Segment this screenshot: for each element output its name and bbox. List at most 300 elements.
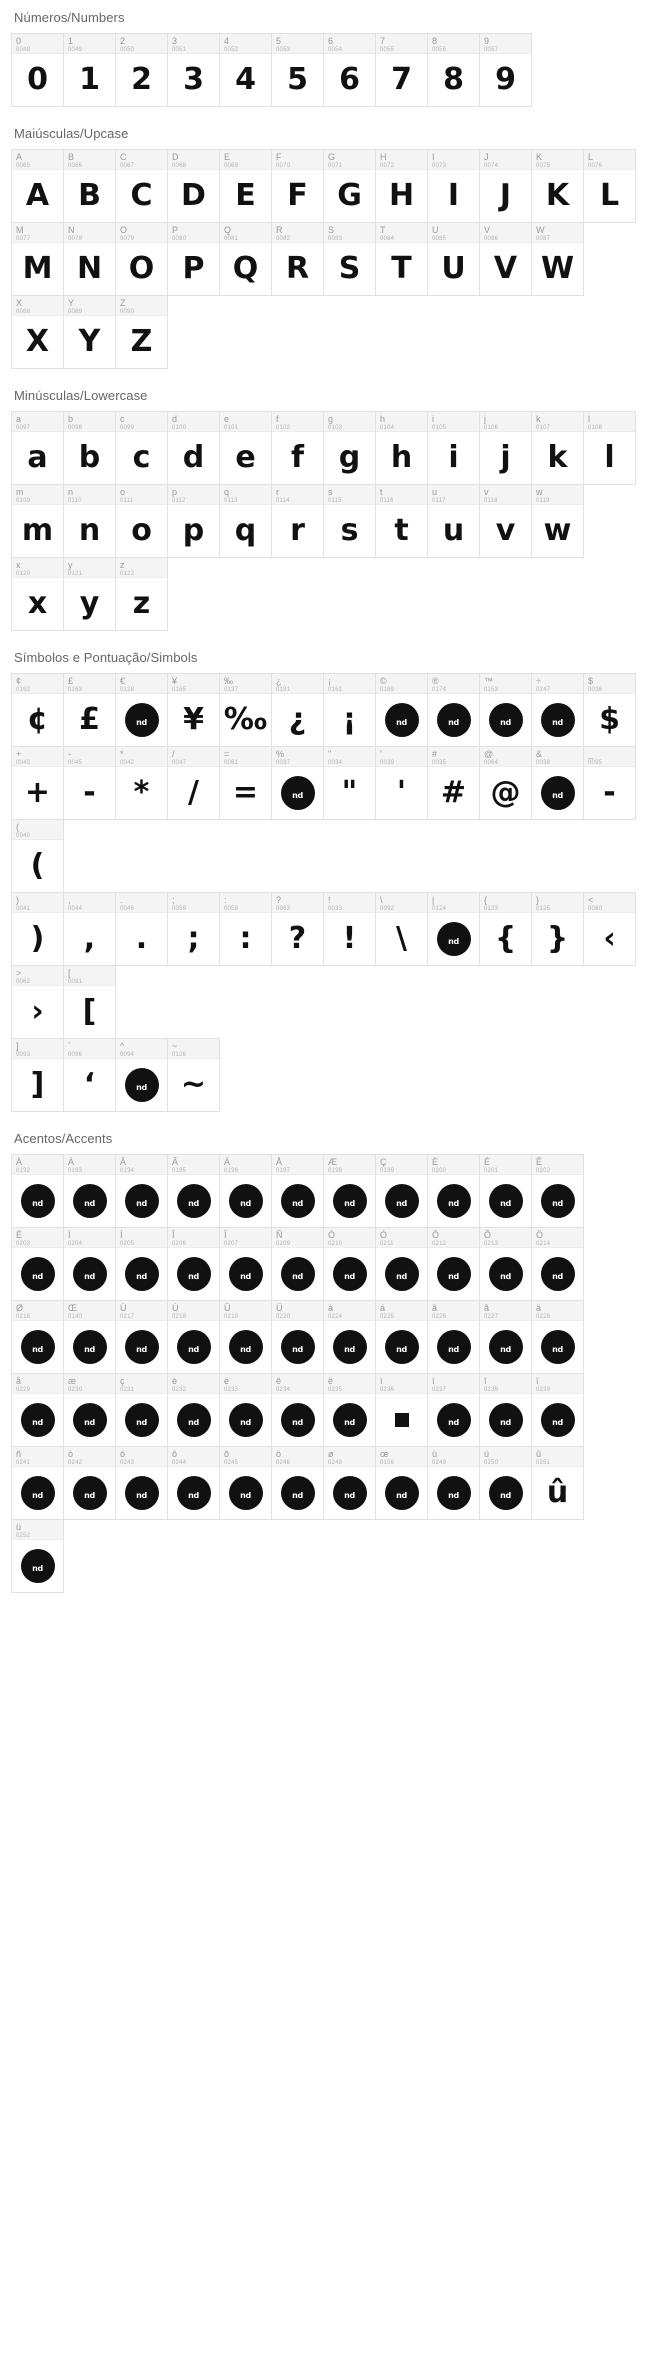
glyph-cell[interactable] [427, 222, 480, 296]
glyph-cell[interactable] [479, 1227, 532, 1301]
glyph-preview: 9 [495, 62, 516, 97]
glyph-cell[interactable] [63, 484, 116, 558]
glyph-code-label: 0212 [432, 1241, 447, 1247]
glyph-char-label: Á [68, 1157, 75, 1167]
glyph-char-label: j [484, 414, 486, 424]
glyph-cell[interactable] [479, 411, 532, 485]
glyph-cell[interactable] [115, 1227, 168, 1301]
glyph-notdef-icon [428, 694, 479, 746]
glyph-cell[interactable] [375, 1446, 428, 1520]
glyph-cell[interactable] [531, 1154, 584, 1228]
glyph-cell[interactable] [167, 673, 220, 747]
glyph-cell[interactable] [375, 411, 428, 485]
glyph-cell[interactable] [219, 1227, 272, 1301]
glyph-cell[interactable] [583, 149, 636, 223]
glyph-cell[interactable] [167, 1446, 220, 1520]
glyph-char-label: @ [484, 749, 494, 759]
glyph-char-label: ö [276, 1449, 282, 1459]
glyph-meta [12, 558, 63, 578]
glyph-cell[interactable] [479, 1446, 532, 1520]
glyph-cell[interactable] [11, 965, 64, 1039]
glyph-char-label: Â [120, 1157, 127, 1167]
glyph-code-label: 0163 [68, 687, 83, 693]
glyph-cell[interactable] [323, 222, 376, 296]
glyph-cell[interactable] [11, 295, 64, 369]
glyph-code-label: 0068 [172, 163, 187, 169]
glyph-cell[interactable] [11, 149, 64, 223]
glyph-cell[interactable] [375, 33, 428, 107]
glyph-meta [168, 1301, 219, 1321]
glyph-meta [64, 34, 115, 54]
glyph-meta [272, 747, 323, 767]
glyph-cell[interactable] [115, 557, 168, 631]
glyph-cell[interactable] [115, 1373, 168, 1447]
glyph-cell[interactable] [219, 222, 272, 296]
glyph-code-label: 0120 [16, 571, 31, 577]
glyph-cell[interactable] [427, 1227, 480, 1301]
glyph-char-label: ó [120, 1449, 126, 1459]
glyph-cell[interactable] [167, 1227, 220, 1301]
glyph-cell[interactable] [115, 1446, 168, 1520]
glyph-cell[interactable] [167, 411, 220, 485]
glyph-code-label: 0064 [484, 760, 499, 766]
glyph-preview: F [287, 178, 308, 213]
glyph-cell[interactable] [427, 1373, 480, 1447]
glyph-code-label: 0248 [328, 1460, 343, 1466]
glyph-code-label: 0045 [68, 760, 83, 766]
glyph-cell[interactable] [11, 411, 64, 485]
glyph-preview: 1 [79, 62, 100, 97]
glyph-cell[interactable] [375, 1227, 428, 1301]
glyph-cell[interactable] [11, 33, 64, 107]
glyph-code-label: 0198 [328, 1168, 343, 1174]
glyph-code-label: 0046 [120, 906, 135, 912]
glyph-char-label: ô [172, 1449, 178, 1459]
glyph-cell[interactable] [63, 557, 116, 631]
glyph-notdef-icon [376, 1175, 427, 1227]
glyph-cell[interactable] [531, 411, 584, 485]
glyph-cell[interactable] [323, 411, 376, 485]
glyph-char-label: Ü [276, 1303, 283, 1313]
glyph-meta [324, 674, 375, 694]
glyph-meta [116, 1155, 167, 1175]
glyph-cell[interactable] [583, 746, 636, 820]
glyph-row [11, 295, 651, 368]
glyph-preview: K [545, 178, 570, 213]
glyph-cell[interactable] [167, 1373, 220, 1447]
glyph-char-label: ¢ [16, 676, 22, 686]
glyph-cell[interactable] [323, 33, 376, 107]
glyph-char-label: " [328, 749, 332, 759]
glyph-cell[interactable] [531, 892, 584, 966]
glyph-cell[interactable] [479, 1373, 532, 1447]
glyph-cell[interactable] [63, 673, 116, 747]
glyph-char-label: v [484, 487, 489, 497]
glyph-char-label: h [380, 414, 386, 424]
glyph-preview: ¢ [27, 702, 48, 737]
glyph-code-label: 0074 [484, 163, 499, 169]
glyph-cell[interactable] [167, 222, 220, 296]
glyph-notdef-icon [116, 694, 167, 746]
glyph-cell[interactable] [427, 484, 480, 558]
glyph-cell[interactable] [219, 411, 272, 485]
glyph-cell[interactable] [11, 1446, 64, 1520]
glyph-preview: + [24, 775, 51, 810]
glyph-cell[interactable] [167, 1154, 220, 1228]
glyph-cell[interactable] [583, 892, 636, 966]
glyph-cell[interactable] [167, 484, 220, 558]
glyph-cell[interactable] [63, 965, 116, 1039]
glyph-char-label: ; [172, 895, 175, 905]
glyph-char-label: { [484, 895, 488, 905]
glyph-cell[interactable] [531, 746, 584, 820]
glyph-char-label: N [68, 225, 75, 235]
glyph-cell[interactable] [115, 1154, 168, 1228]
glyph-char-label: î [484, 1376, 487, 1386]
glyph-cell[interactable] [167, 149, 220, 223]
glyph-row [11, 1373, 651, 1446]
glyph-code-label: 0050 [120, 47, 135, 53]
glyph-cell[interactable] [219, 746, 272, 820]
glyph-char-label: Ã [172, 1157, 179, 1167]
glyph-code-label: 0169 [380, 687, 395, 693]
glyph-preview: m [21, 513, 54, 548]
glyph-char-label: a [16, 414, 22, 424]
glyph-char-label: U [432, 225, 439, 235]
glyph-cell[interactable] [271, 1154, 324, 1228]
glyph-cell[interactable] [11, 1154, 64, 1228]
glyph-meta [64, 296, 115, 316]
glyph-cell[interactable] [115, 222, 168, 296]
glyph-cell[interactable] [323, 1446, 376, 1520]
glyph-cell[interactable] [323, 484, 376, 558]
glyph-preview: £ [79, 702, 100, 737]
glyph-cell[interactable] [167, 33, 220, 107]
glyph-notdef-icon [428, 913, 479, 965]
glyph-cell[interactable] [167, 892, 220, 966]
glyph-cell[interactable] [271, 892, 324, 966]
glyph-code-label: 0216 [16, 1314, 31, 1320]
glyph-cell[interactable] [271, 673, 324, 747]
glyph-meta [220, 412, 271, 432]
glyph-cell[interactable] [63, 1300, 116, 1374]
glyph-cell[interactable] [219, 1373, 272, 1447]
glyph-code-label: 0156 [380, 1460, 395, 1466]
glyph-cell[interactable] [479, 673, 532, 747]
glyph-cell[interactable] [115, 746, 168, 820]
glyph-code-label: 0232 [172, 1387, 187, 1393]
glyph-char-label: ® [432, 676, 439, 686]
glyph-cell[interactable] [427, 411, 480, 485]
glyph-cell[interactable] [375, 1154, 428, 1228]
glyph-cell[interactable] [531, 1373, 584, 1447]
glyph-meta [12, 1155, 63, 1175]
glyph-cell[interactable] [271, 33, 324, 107]
glyph-cell[interactable] [375, 892, 428, 966]
glyph-cell[interactable] [115, 295, 168, 369]
glyph-cell[interactable] [219, 149, 272, 223]
glyph-meta [64, 412, 115, 432]
glyph-code-label: 0100 [172, 425, 187, 431]
glyph-meta [376, 34, 427, 54]
glyph-preview: y [79, 586, 100, 621]
glyph-cell[interactable] [63, 1154, 116, 1228]
glyph-cell[interactable] [11, 484, 64, 558]
glyph-preview: f [290, 440, 305, 475]
glyph-meta [480, 747, 531, 767]
glyph-cell[interactable] [427, 1446, 480, 1520]
glyph-cell[interactable] [323, 1227, 376, 1301]
glyph-cell[interactable] [63, 1038, 116, 1112]
glyph-notdef-icon [324, 1467, 375, 1519]
glyph-cell[interactable] [115, 411, 168, 485]
glyph-meta [324, 1155, 375, 1175]
glyph-cell[interactable] [479, 1300, 532, 1374]
glyph-cell[interactable] [271, 222, 324, 296]
glyph-cell[interactable] [219, 1446, 272, 1520]
glyph-notdef-icon [12, 1175, 63, 1227]
glyph-cell[interactable] [11, 1300, 64, 1374]
glyph-cell[interactable] [531, 1446, 584, 1520]
glyph-code-label: 0071 [328, 163, 343, 169]
glyph-char-label: ! [328, 895, 331, 905]
glyph-cell[interactable] [63, 295, 116, 369]
glyph-code-label: 0058 [224, 906, 239, 912]
glyph-char-label: u [432, 487, 438, 497]
glyph-cell[interactable] [115, 484, 168, 558]
glyph-code-label: 0225 [380, 1314, 395, 1320]
glyph-cell[interactable] [427, 1154, 480, 1228]
section-title: Maiúsculas/Upcase [14, 126, 129, 141]
glyph-cell[interactable] [11, 1227, 64, 1301]
glyph-char-label: 5 [276, 36, 282, 46]
glyph-cell[interactable] [271, 1446, 324, 1520]
glyph-cell[interactable] [63, 892, 116, 966]
glyph-preview: @ [490, 775, 521, 810]
glyph-cell[interactable] [63, 411, 116, 485]
glyph-char-label: g [328, 414, 334, 424]
glyph-meta [116, 1447, 167, 1467]
glyph-code-label: 0038 [536, 760, 551, 766]
glyph-char-label: Ë [16, 1230, 23, 1240]
glyph-code-label: 0246 [276, 1460, 291, 1466]
glyph-cell[interactable] [115, 33, 168, 107]
glyph-cell[interactable] [323, 746, 376, 820]
glyph-code-label: 0227 [484, 1314, 499, 1320]
glyph-code-label: 0053 [276, 47, 291, 53]
glyph-cell[interactable] [219, 1154, 272, 1228]
glyph-cell[interactable] [63, 1446, 116, 1520]
glyph-char-label: 8 [432, 36, 438, 46]
glyph-char-label: } [536, 895, 540, 905]
glyph-notdef-icon [428, 1248, 479, 1300]
glyph-cell[interactable] [479, 33, 532, 107]
glyph-preview: 3 [183, 62, 204, 97]
glyph-char-label: Ï [224, 1230, 227, 1240]
glyph-char-label: ñ [16, 1449, 22, 1459]
glyph-cell[interactable] [323, 892, 376, 966]
glyph-cell[interactable] [167, 1038, 220, 1112]
glyph-cell[interactable] [375, 746, 428, 820]
glyph-cell[interactable] [115, 1038, 168, 1112]
glyph-cell[interactable] [323, 149, 376, 223]
glyph-preview: A [25, 178, 50, 213]
glyph-notdef-icon [12, 1394, 63, 1446]
glyph-cell[interactable] [219, 1300, 272, 1374]
glyph-char-label: Ó [380, 1230, 388, 1240]
glyph-meta [532, 1447, 583, 1467]
glyph-cell[interactable] [323, 1373, 376, 1447]
glyph-cell[interactable] [427, 892, 480, 966]
glyph-cell[interactable] [63, 746, 116, 820]
glyph-cell[interactable] [63, 33, 116, 107]
glyph-cell[interactable] [271, 746, 324, 820]
glyph-char-label: k [536, 414, 541, 424]
glyph-cell[interactable] [427, 1300, 480, 1374]
glyph-meta [64, 558, 115, 578]
glyph-cell[interactable] [11, 222, 64, 296]
glyph-cell[interactable] [219, 484, 272, 558]
glyph-cell[interactable] [63, 1373, 116, 1447]
glyph-cell[interactable] [271, 149, 324, 223]
glyph-preview [376, 1394, 427, 1446]
glyph-cell[interactable] [11, 673, 64, 747]
glyph-cell[interactable] [479, 484, 532, 558]
glyph-preview: q [234, 513, 257, 548]
glyph-meta [376, 893, 427, 913]
glyph-preview: E [235, 178, 256, 213]
glyph-code-label: 0091 [68, 979, 83, 985]
glyph-meta [220, 223, 271, 243]
glyph-cell[interactable] [167, 746, 220, 820]
glyph-cell[interactable] [115, 673, 168, 747]
glyph-char-label: ' [380, 749, 382, 759]
glyph-cell[interactable] [479, 1154, 532, 1228]
glyph-cell[interactable] [11, 1373, 64, 1447]
glyph-cell[interactable] [375, 484, 428, 558]
glyph-code-label: 0090 [120, 309, 135, 315]
glyph-cell[interactable] [583, 411, 636, 485]
glyph-cell[interactable] [531, 1227, 584, 1301]
glyph-meta [428, 34, 479, 54]
glyph-cell[interactable] [323, 1154, 376, 1228]
glyph-cell[interactable] [375, 149, 428, 223]
glyph-meta [532, 893, 583, 913]
glyph-cell[interactable] [479, 746, 532, 820]
glyph-char-label: Œ [68, 1303, 77, 1313]
glyph-cell[interactable] [375, 1300, 428, 1374]
glyph-cell[interactable] [375, 222, 428, 296]
glyph-preview: ‘ [83, 1067, 96, 1102]
glyph-meta [428, 893, 479, 913]
glyph-cell[interactable] [167, 1300, 220, 1374]
glyph-row [11, 222, 651, 295]
glyph-meta [168, 747, 219, 767]
glyph-cell[interactable] [11, 892, 64, 966]
glyph-cell[interactable] [271, 1227, 324, 1301]
glyph-preview: C [130, 178, 153, 213]
glyph-cell[interactable] [11, 819, 64, 893]
glyph-char-label: C [120, 152, 127, 162]
glyph-char-label: M [16, 225, 24, 235]
glyph-cell[interactable] [63, 222, 116, 296]
glyph-code-label: 0213 [484, 1241, 499, 1247]
glyph-cell[interactable] [375, 673, 428, 747]
glyph-char-label: ) [16, 895, 19, 905]
glyph-char-label: & [536, 749, 543, 759]
glyph-cell[interactable] [115, 892, 168, 966]
glyph-meta [64, 485, 115, 505]
glyph-char-label: ` [68, 1041, 71, 1051]
glyph-cell[interactable] [63, 1227, 116, 1301]
glyph-cell[interactable] [11, 557, 64, 631]
glyph-cell[interactable] [531, 149, 584, 223]
glyph-notdef-icon [272, 1321, 323, 1373]
glyph-cell[interactable] [11, 746, 64, 820]
glyph-cell[interactable] [479, 892, 532, 966]
glyph-code-label: 0089 [68, 309, 83, 315]
glyph-cell[interactable] [323, 1300, 376, 1374]
glyph-cell[interactable] [271, 484, 324, 558]
glyph-cell[interactable] [427, 746, 480, 820]
glyph-cell[interactable] [219, 673, 272, 747]
glyph-cell[interactable] [219, 892, 272, 966]
glyph-cell[interactable] [531, 222, 584, 296]
glyph-cell[interactable] [11, 1519, 64, 1593]
glyph-cell[interactable] [479, 149, 532, 223]
glyph-code-label: 0252 [16, 1533, 31, 1539]
glyph-meta [428, 485, 479, 505]
glyph-cell[interactable] [219, 33, 272, 107]
glyph-meta [168, 1374, 219, 1394]
glyph-cell[interactable] [583, 673, 636, 747]
glyph-cell[interactable] [271, 1373, 324, 1447]
glyph-preview: R [285, 251, 310, 286]
glyph-cell[interactable] [323, 673, 376, 747]
glyph-notdef-icon [376, 694, 427, 746]
glyph-cell[interactable] [115, 149, 168, 223]
glyph-cell[interactable] [11, 1038, 64, 1112]
glyph-cell[interactable] [271, 1300, 324, 1374]
glyph-char-label: L [588, 152, 594, 162]
glyph-meta [272, 1301, 323, 1321]
glyph-preview: Q [232, 251, 259, 286]
glyph-preview: › [31, 994, 44, 1029]
glyph-cell[interactable] [479, 222, 532, 296]
glyph-code-label: 0109 [16, 498, 31, 504]
glyph-row [11, 1446, 651, 1519]
glyph-preview: ¥ [183, 702, 204, 737]
glyph-cell[interactable] [375, 1373, 428, 1447]
glyph-char-label: È [432, 1157, 439, 1167]
glyph-char-label: ë [328, 1376, 334, 1386]
glyph-notdef-icon [272, 1467, 323, 1519]
glyph-cell[interactable] [115, 1300, 168, 1374]
glyph-cell[interactable] [531, 1300, 584, 1374]
glyph-cell[interactable] [63, 149, 116, 223]
glyph-cell[interactable] [427, 149, 480, 223]
glyph-cell[interactable] [531, 673, 584, 747]
glyph-cell[interactable] [271, 411, 324, 485]
glyph-preview: ' [396, 775, 407, 810]
glyph-cell[interactable] [427, 33, 480, 107]
glyph-char-label: í [432, 1376, 435, 1386]
glyph-cell[interactable] [427, 673, 480, 747]
glyph-cell[interactable] [531, 484, 584, 558]
glyph-notdef-icon [12, 1248, 63, 1300]
glyph-code-label: 0192 [16, 1168, 31, 1174]
glyph-preview: V [493, 251, 518, 286]
